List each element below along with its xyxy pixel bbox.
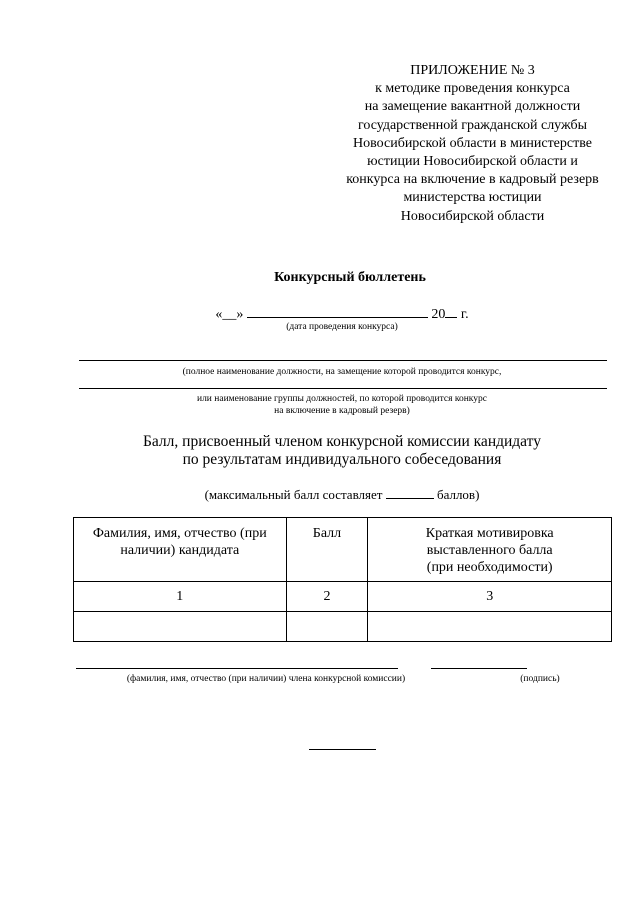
table-row bbox=[74, 612, 612, 642]
date-day: «__» bbox=[215, 307, 244, 322]
signature-caption: (подпись) bbox=[520, 674, 560, 684]
date-year-prefix: 20 bbox=[431, 307, 446, 322]
appendix-block bbox=[330, 62, 615, 226]
score-cell[interactable] bbox=[286, 612, 368, 642]
date-year-suffix: г. bbox=[460, 307, 469, 322]
appendix-line: к методике проведения конкурса bbox=[375, 81, 570, 97]
position-caption-1: (полное наименование должности, на замещение которой проводится конкурс, bbox=[182, 367, 502, 377]
reason-cell[interactable] bbox=[368, 612, 612, 642]
score-table bbox=[73, 517, 612, 642]
appendix-line: Новосибирской области bbox=[400, 208, 545, 224]
appendix-line: Новосибирской области в министерстве bbox=[353, 135, 592, 151]
appendix-line: государственной гражданской службы bbox=[357, 117, 588, 133]
max-score-line bbox=[0, 487, 640, 503]
max-score-blank bbox=[386, 487, 434, 499]
header-text: выставленного балла bbox=[426, 543, 553, 558]
candidate-name-cell[interactable] bbox=[74, 612, 287, 642]
date-caption: (дата проведения конкурса) bbox=[286, 322, 398, 332]
table-header-row bbox=[74, 518, 612, 582]
signature-line bbox=[431, 668, 527, 669]
header-score bbox=[286, 518, 368, 582]
appendix-line: на замещение вакантной должности bbox=[364, 99, 581, 115]
header-text: Балл bbox=[312, 526, 342, 541]
column-number: 1 bbox=[74, 582, 287, 612]
position-name-line bbox=[79, 360, 607, 361]
position-caption-3: на включение в кадровый резерв) bbox=[274, 406, 410, 416]
header-text: (при необходимости) bbox=[426, 560, 553, 575]
header-text: наличии) кандидата bbox=[120, 543, 240, 558]
date-line bbox=[0, 305, 640, 323]
max-score-suffix: баллов) bbox=[436, 487, 480, 502]
max-score-prefix: (максимальный балл составляет bbox=[204, 487, 383, 502]
column-number: 3 bbox=[368, 582, 612, 612]
score-heading bbox=[0, 433, 640, 469]
document-title: Конкурсный бюллетень bbox=[274, 270, 426, 285]
appendix-line: министерства юстиции bbox=[403, 190, 542, 206]
score-heading-line: Балл, присвоенный членом конкурсной комиссии кандидату bbox=[143, 433, 541, 450]
end-divider bbox=[309, 749, 376, 750]
appendix-line: конкурса на включение в кадровый резерв bbox=[346, 172, 599, 188]
member-name-caption: (фамилия, имя, отчество (при наличии) члена конкурсной комиссии) bbox=[126, 674, 406, 684]
table-number-row bbox=[74, 582, 612, 612]
column-number: 2 bbox=[286, 582, 368, 612]
position-caption-2: или наименование группы должностей, по которой проводится конкурс bbox=[196, 394, 487, 404]
header-text: Фамилия, имя, отчество (при bbox=[92, 526, 267, 541]
date-year-blank bbox=[445, 305, 457, 318]
position-name-line-2 bbox=[79, 388, 607, 389]
header-reason bbox=[368, 518, 612, 582]
member-name-line bbox=[76, 668, 398, 669]
header-candidate-name bbox=[74, 518, 287, 582]
date-month-blank bbox=[247, 305, 428, 318]
header-text: Краткая мотивировка bbox=[425, 526, 554, 541]
appendix-line: ПРИЛОЖЕНИЕ № 3 bbox=[410, 63, 535, 78]
appendix-line: юстиции Новосибирской области и bbox=[367, 154, 578, 170]
score-heading-line: по результатам индивидуального собеседования bbox=[182, 451, 502, 468]
